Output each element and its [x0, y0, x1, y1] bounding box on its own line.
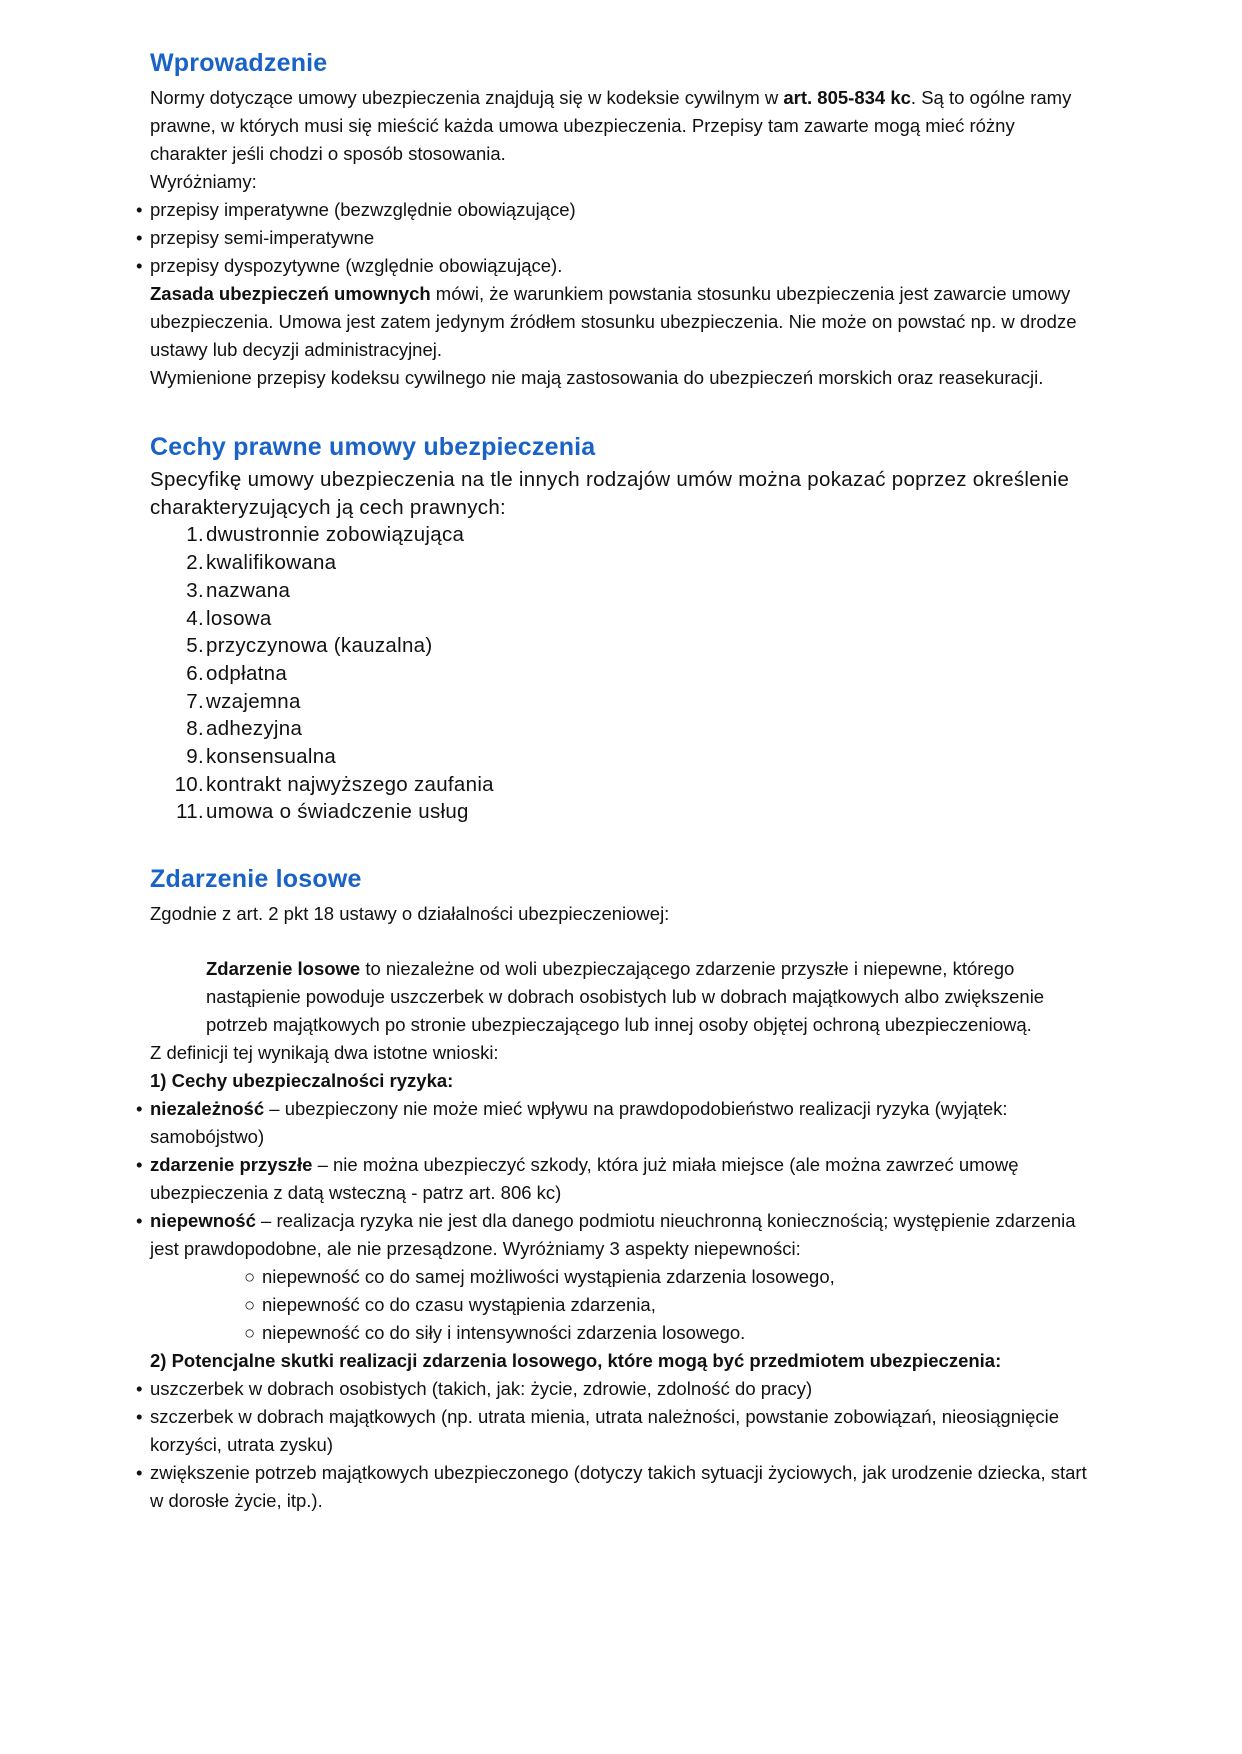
list-item: [150, 771, 1090, 799]
provisions-list: [136, 196, 1090, 280]
circle-bullet-icon: ○: [244, 1294, 256, 1316]
list-item-text: kontrakt najwyższego zaufania: [206, 772, 494, 796]
legal-source: Zgodnie z art. 2 pkt 18 ustawy o działalności ubezpieczeniowej:: [150, 903, 670, 925]
text: mówi, że warunkiem powstania stosunku ubezpieczenia jest zawarcie umowy ubezpieczenia. Umowa jest zatem jedynym źródłem stosunku ubezpieczenia. Nie może on powstać np. w drodze ustawy lub decyzji administracyjnej.: [150, 283, 1077, 360]
list-item-text: przepisy semi-imperatywne: [150, 227, 375, 248]
list-item-text: przepisy dyspozytywne (względnie obowiązujące).: [150, 255, 563, 276]
conclusion-1-title: 1) Cechy ubezpieczalności ryzyka:: [150, 1070, 454, 1092]
list-item: [150, 743, 1090, 771]
list-item: [150, 688, 1090, 716]
list-item-text: – nie można ubezpieczyć szkody, która już miała miejsce (ale można zawrzeć umowę ubezpieczenia z datą wsteczną - patrz art. 806 kc): [150, 1154, 1019, 1204]
list-item-text: losowa: [206, 606, 272, 630]
circle-bullet-icon: ○: [244, 1322, 256, 1344]
list-item: [136, 1459, 1090, 1515]
list-item-text: niepewność co do samej możliwości wystąpienia zdarzenia losowego,: [262, 1266, 835, 1288]
list-item-text: szczerbek w dobrach majątkowych (np. utrata mienia, utrata należności, powstanie zobowiązań, nieosiągnięcie korzyści, utrata zysku): [150, 1406, 1060, 1456]
text: . Są to ogólne ramy prawne, w których musi się mieścić każda umowa ubezpieczenia. Przepisy tam zawarte mogą mieć różny charakter jeśli chodzi o sposób stosowania.: [150, 87, 1072, 164]
list-number: 10.: [174, 772, 204, 796]
list-item-text: – ubezpieczony nie może mieć wpływu na prawdopodobieństwo realizacji ryzyka (wyjątek: samobójstwo): [150, 1098, 1008, 1148]
intro-paragraph-2: [150, 280, 1090, 364]
list-item: [150, 632, 1090, 660]
list-item: [150, 798, 1090, 826]
list-item-text: odpłatna: [206, 661, 288, 685]
heading-cechy-prawne: Cechy prawne umowy ubezpieczenia: [150, 433, 596, 461]
list-number: 4.: [186, 606, 204, 630]
list-item: [150, 660, 1090, 688]
list-item-text: wzajemna: [206, 689, 301, 713]
conclusions-intro: Z definicji tej wynikają dwa istotne wnioski:: [150, 1042, 499, 1064]
term: niezależność: [150, 1098, 265, 1120]
list-item: [136, 224, 1090, 252]
list-item: [244, 1291, 1090, 1319]
conclusion-2-title: 2) Potencjalne skutki realizacji zdarzenia losowego, które mogą być przedmiotem ubezpieczenia:: [150, 1350, 1002, 1372]
list-item-text: przyczynowa (kauzalna): [206, 634, 433, 658]
definition-quote: [150, 955, 1090, 1039]
bullet-icon: •: [136, 1154, 143, 1176]
list-item-text: kwalifikowana: [206, 551, 337, 575]
list-item-text: – realizacja ryzyka nie jest dla danego podmiotu nieuchronną koniecznością; występienie zdarzenia jest prawdopodobne, ale nie przesądzone. Wyróżniamy 3 aspekty niepewności:: [150, 1210, 1076, 1260]
insurability-features-list: [136, 1095, 1090, 1263]
potential-effects-list: [136, 1375, 1090, 1515]
bullet-icon: •: [136, 255, 143, 276]
list-number: 2.: [186, 551, 204, 575]
list-item: [244, 1319, 1090, 1347]
bullet-icon: •: [136, 1210, 143, 1232]
bullet-icon: •: [136, 227, 143, 248]
defined-term: Zdarzenie losowe: [206, 958, 361, 980]
list-number: 8.: [186, 717, 204, 741]
bullet-icon: •: [136, 1378, 143, 1400]
list-item-text: zwiększenie potrzeb majątkowych ubezpieczonego (dotyczy takich sytuacji życiowych, jak urodzenie dziecka, start w dorosłe życie, itp.).: [150, 1462, 1087, 1512]
list-item: [150, 549, 1090, 577]
text: Normy dotyczące umowy ubezpieczenia znajdują się w kodeksie cywilnym w: [150, 87, 784, 108]
heading-wprowadzenie: Wprowadzenie: [150, 49, 328, 77]
heading-zdarzenie-losowe: Zdarzenie losowe: [150, 865, 362, 894]
list-number: 11.: [176, 800, 204, 824]
bullet-icon: •: [136, 199, 143, 220]
list-item: [150, 521, 1090, 549]
text: to niezależne od woli ubezpieczającego zdarzenie przyszłe i niepewne, którego nastąpienie powoduje uszczerbek w dobrach osobistych lub w dobrach majątkowych albo zwiększenie potrzeb majątkowych po stronie ubezpieczającego lub innej osoby objętej ochroną ubezpieczeniową.: [206, 958, 1045, 1036]
term: niepewność: [150, 1210, 256, 1232]
list-item-text: dwustronnie zobowiązująca: [206, 523, 465, 547]
bullet-icon: •: [136, 1406, 143, 1428]
list-item-text: umowa o świadczenie usług: [206, 800, 469, 824]
list-number: 6.: [186, 661, 204, 685]
principle-term: Zasada ubezpieczeń umownych: [150, 283, 431, 304]
list-item-text: przepisy imperatywne (bezwzględnie obowiązujące): [150, 199, 576, 220]
list-item: [136, 1151, 1090, 1207]
features-list: [150, 521, 1090, 826]
list-item: [136, 1403, 1090, 1459]
list-item: [136, 196, 1090, 224]
intro-paragraph-1: [150, 84, 1090, 168]
intro-paragraph-3: Wymienione przepisy kodeksu cywilnego nie mają zastosowania do ubezpieczeń morskich oraz reasekuracji.: [150, 367, 1044, 388]
list-item: [136, 1207, 1090, 1263]
list-number: 5.: [186, 634, 204, 658]
circle-bullet-icon: ○: [244, 1266, 256, 1288]
list-item: [150, 577, 1090, 605]
uncertainty-aspects-list: [150, 1263, 1090, 1347]
list-number: 7.: [186, 689, 204, 713]
list-number: 3.: [186, 578, 204, 602]
list-number: 1.: [186, 523, 204, 547]
bullet-icon: •: [136, 1462, 143, 1484]
document-page: [136, 46, 1090, 1515]
distinguish-label: Wyróżniamy:: [150, 171, 257, 192]
list-item: [136, 252, 1090, 280]
list-item-text: konsensualna: [206, 745, 337, 769]
list-item: [136, 1095, 1090, 1151]
list-item: [244, 1263, 1090, 1291]
list-item-text: niepewność co do siły i intensywności zdarzenia losowego.: [262, 1322, 746, 1344]
features-intro: Specyfikę umowy ubezpieczenia na tle innych rodzajów umów można pokazać poprzez określenie charakteryzujących ją cech prawnych:: [150, 468, 1070, 519]
article-reference: art. 805-834 kc: [783, 87, 911, 108]
list-item: [150, 605, 1090, 633]
list-item: [150, 715, 1090, 743]
list-number: 9.: [186, 745, 204, 769]
list-item-text: uszczerbek w dobrach osobistych (takich, jak: życie, zdrowie, zdolność do pracy): [150, 1378, 813, 1400]
list-item-text: nazwana: [206, 578, 291, 602]
list-item-text: adhezyjna: [206, 717, 303, 741]
bullet-icon: •: [136, 1098, 143, 1120]
term: zdarzenie przyszłe: [150, 1154, 313, 1176]
list-item-text: niepewność co do czasu wystąpienia zdarzenia,: [262, 1294, 656, 1316]
list-item: [136, 1375, 1090, 1403]
